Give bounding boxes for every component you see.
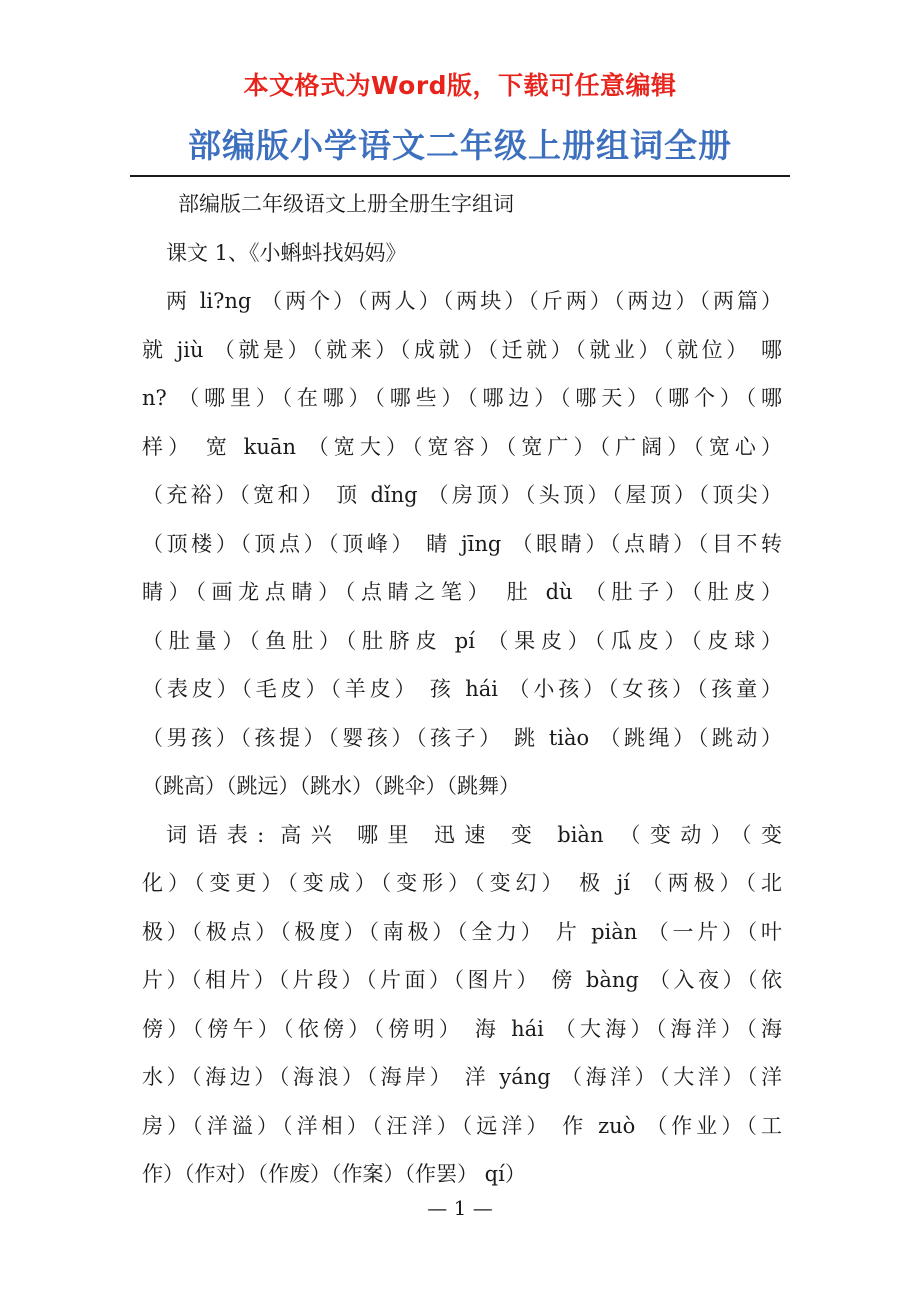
- body-line: （男孩）（孩提）（婴孩）（孩子） 跳 tiào （跳绳）（跳动）: [142, 725, 782, 750]
- body-line: 房）（洋溢）（洋相）（汪洋）（远洋） 作 zuò （作业）（工: [142, 1113, 782, 1138]
- document-title: 部编版小学语文二年级上册组词全册: [188, 126, 732, 165]
- body-line: （充裕）（宽和） 顶 dǐng （房顶）（头顶）（屋顶）（顶尖）: [142, 483, 782, 507]
- body-line: 作）（作对）（作废）（作案）（作罢） qí）: [142, 1162, 526, 1186]
- body-line: 片）（相片）（片段）（片面）（图片） 傍 bàng （入夜）（依: [142, 968, 782, 992]
- body-line: 水）（海边）（海浪）（海岸） 洋 yáng （海洋）（大洋）（洋: [142, 1065, 782, 1089]
- body-line: （顶楼）（顶点）（顶峰） 睛 jīng （眼睛）（点睛）（目不转: [142, 531, 782, 556]
- body-line: （表皮）（毛皮）（羊皮） 孩 hái （小孩）（女孩）（孩童）: [142, 677, 782, 701]
- body-line: 睛）（画龙点睛）（点睛之笔） 肚 dù （肚子）（肚皮）: [142, 580, 782, 604]
- body-line: 极）（极点）（极度）（南极）（全力） 片 piàn （一片）（叶: [142, 919, 782, 944]
- body-line: 就 jiù （就是）（就来）（成就）（迁就）（就业）（就位） 哪: [142, 337, 782, 362]
- body-line: 样） 宽 kuān （宽大）（宽容）（宽广）（广阔）（宽心）: [142, 434, 782, 459]
- body-line-subtitle: 部编版二年级语文上册全册生字组词: [178, 192, 514, 216]
- title-divider: [130, 175, 790, 177]
- document-body: [142, 180, 782, 1199]
- body-line: （跳高）（跳远）（跳水）（跳伞）（跳舞）: [142, 774, 520, 798]
- body-line-lesson-heading: 课文 1、《小蝌蚪找妈妈》: [166, 240, 407, 265]
- body-line: （肚量）（鱼肚）（肚脐皮 pí （果皮）（瓜皮）（皮球）: [142, 628, 782, 653]
- download-notice-banner: 本文格式为Word版，下载可任意编辑: [243, 71, 677, 100]
- body-line: n? （哪里）（在哪）（哪些）（哪边）（哪天）（哪个）（哪: [142, 386, 782, 410]
- body-line: 化）（变更）（变成）（变形）（变幻） 极 jí （两极）（北: [142, 871, 782, 895]
- page-number: — 1 —: [427, 1196, 493, 1220]
- body-line-vocab-list: 词语表: 高兴 哪里 迅速 变 biàn （变动）（变: [166, 822, 782, 847]
- body-line: 傍）（傍午）（依傍）（傍明） 海 hái （大海）（海洋）（海: [142, 1016, 782, 1041]
- body-line: 两 li?ng （两个）（两人）（两块）（斤两）（两边）（两篇）: [166, 289, 782, 313]
